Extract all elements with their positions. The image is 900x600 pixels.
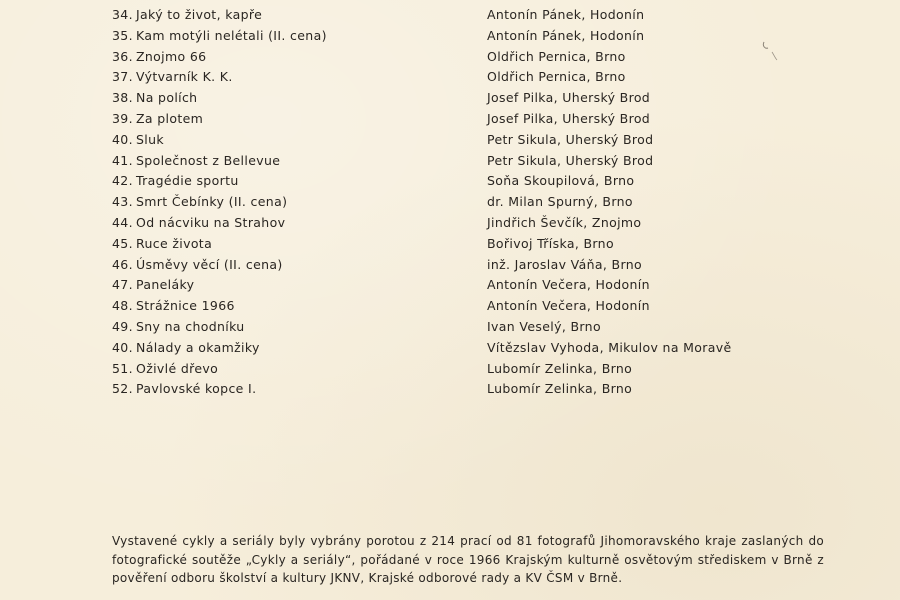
entry-number: 39. [112,110,133,126]
entry-row [0,275,900,296]
entry-number: 45. [112,235,133,251]
entry-title: Sluk [136,131,164,147]
entry-title: Společnost z Bellevue [136,152,281,168]
entry-number: 47. [112,277,133,293]
entry-number: 46. [112,256,133,272]
entry-number: 40. [112,131,133,147]
entry-title: Sny na chodníku [136,318,245,334]
entry-title: Za plotem [136,110,204,126]
entry-number: 37. [112,69,133,85]
entry-title: Kam motýli nelétali (II. cena) [136,27,327,43]
entry-title: Smrt Čebínky (II. cena) [136,194,288,210]
entry-author: Jindřich Ševčík, Znojmo [487,214,642,230]
entry-author: inž. Jaroslav Váňa, Brno [487,256,643,272]
entry-row [0,379,900,400]
entry-title: Oživlé dřevo [136,360,219,376]
entry-author: Ivan Veselý, Brno [487,318,601,334]
entry-number: 36. [112,48,133,64]
entry-author: dr. Milan Spurný, Brno [487,194,633,210]
entry-author: Vítězslav Vyhoda, Mikulov na Moravě [487,339,732,355]
entry-author: Oldřich Pernica, Brno [487,48,626,64]
entry-row [0,26,900,47]
entry-author: Antonín Večera, Hodonín [487,277,650,293]
entry-title: Strážnice 1966 [136,298,235,314]
entry-number: 48. [112,298,133,314]
entry-number: 34. [112,7,133,22]
entry-number: 52. [112,381,133,397]
entry-title: Pavlovské kopce I. [136,381,257,397]
entry-row [0,171,900,192]
entry-title: Na polích [136,90,198,106]
entry-row [0,338,900,359]
entry-number: 41. [112,152,133,168]
entry-row [0,151,900,172]
entry-author: Josef Pilka, Uherský Brod [487,90,651,106]
entry-number: 35. [112,27,133,43]
entry-row [0,47,900,68]
entry-author: Oldřich Pernica, Brno [487,69,626,85]
entry-number: 44. [112,214,133,230]
entry-row [0,213,900,234]
entry-title: Tragédie sportu [136,173,239,189]
entry-number: 38. [112,90,133,106]
entry-author: Lubomír Zelinka, Brno [487,381,633,397]
entry-row [0,130,900,151]
entry-row [0,192,900,213]
entry-number: 51. [112,360,133,376]
entry-title: Úsměvy věcí (II. cena) [136,256,283,272]
entry-number: 40. [112,339,133,355]
entry-title: Ruce života [136,235,213,251]
entry-row [0,255,900,276]
entry-row [0,317,900,338]
entry-title: Výtvarník K. K. [136,69,233,85]
entry-row [0,67,900,88]
entry-title: Jaký to život, kapře [136,7,263,22]
entry-number: 43. [112,194,133,210]
entry-row [0,234,900,255]
entry-author: Petr Sikula, Uherský Brod [487,131,654,147]
entry-author: Josef Pilka, Uherský Brod [487,110,651,126]
entry-author: Antonín Pánek, Hodonín [487,27,645,43]
entry-title: Znojmo 66 [136,48,207,64]
entry-number: 49. [112,318,133,334]
selection-note: Vystavené cykly a seriály byly vybrány porotou z 214 prací od 81 fotografů Jihomoravského kraje zaslaných do fotografické soutěže „Cykly a seriály“, pořádané v roce 1966 Krajským kulturně osvětovým střediskem v Brně z pověření odboru školství a kultury JKNV, Krajské odborové rady a KV ČSM v Brně. [112,534,824,585]
entry-row [0,359,900,380]
entry-author: Antonín Večera, Hodonín [487,298,650,314]
entry-title: Paneláky [136,277,195,293]
entry-number: 42. [112,173,133,189]
entry-title: Nálady a okamžiky [136,339,260,355]
exhibition-entry-list [0,5,900,400]
entry-row [0,88,900,109]
entry-title: Od nácviku na Strahov [136,214,286,230]
entry-row [0,5,900,26]
entry-author: Antonín Pánek, Hodonín [487,7,645,22]
entry-author: Bořivoj Tříska, Brno [487,235,614,251]
entry-row [0,296,900,317]
entry-row [0,109,900,130]
entry-author: Soňa Skoupilová, Brno [487,173,635,189]
entry-author: Lubomír Zelinka, Brno [487,360,633,376]
entry-author: Petr Sikula, Uherský Brod [487,152,654,168]
